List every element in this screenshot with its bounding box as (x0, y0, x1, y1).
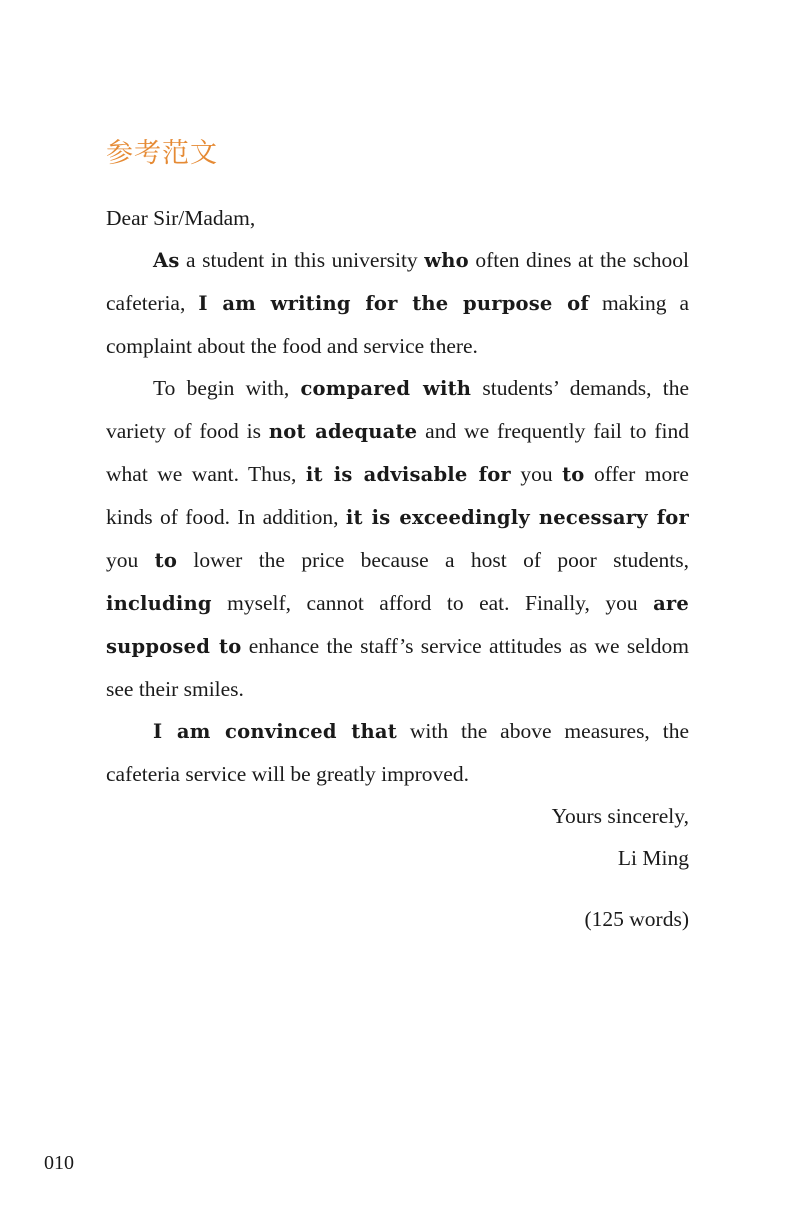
key-phrase: are supposed to (106, 592, 689, 658)
key-phrase: who (424, 249, 469, 272)
paragraph-3 (106, 710, 689, 795)
key-phrase: not adequate (268, 420, 418, 443)
sample-essay-heading: 参考范文 (106, 138, 218, 169)
paragraph-text: you (106, 548, 155, 572)
closing-phrase: Yours sincerely, (551, 804, 689, 828)
paragraph-2 (106, 367, 689, 710)
letter-body (106, 197, 689, 879)
key-phrase: I am writing for the purpose of (198, 292, 589, 315)
signature: Li Ming (617, 846, 689, 870)
key-phrase: to (562, 463, 585, 486)
salutation: Dear Sir/Madam, (106, 206, 256, 230)
closing-block (106, 795, 689, 879)
paragraph-text: To begin with, (153, 376, 301, 400)
key-phrase: to (154, 549, 178, 572)
paragraph-text: often dines at the school cafeteria, (106, 248, 689, 315)
key-phrase: As (153, 249, 180, 272)
paragraph-text: with the above measures, the cafeteria service will be greatly improved. (106, 719, 689, 786)
paragraph-text: a student in this university (179, 248, 425, 272)
key-phrase: compared with (300, 377, 472, 400)
key-phrase: it is advisable for (305, 463, 511, 486)
paragraph-text: offer more kinds of food. In addition, (106, 462, 689, 529)
paragraph-text: students’ demands, the variety of food is (106, 376, 689, 443)
paragraph-text: myself, cannot afford to eat. Finally, you (211, 591, 654, 615)
paragraph-text: making a complaint about the food and service there. (106, 291, 689, 358)
key-phrase: including (106, 592, 212, 615)
key-phrase: it is exceedingly necessary for (345, 506, 689, 529)
paragraph-text: enhance the staff’s service attitudes as we seldom see their smiles. (106, 634, 689, 701)
paragraph-text: you (510, 462, 563, 486)
paragraph-text: and we frequently fail to find what we want. Thus, (106, 419, 689, 486)
paragraph-text: lower the price because a host of poor students, (177, 548, 689, 572)
paragraph-1 (106, 239, 689, 367)
word-count: (125 words) (584, 907, 689, 931)
page-number: 010 (44, 1152, 74, 1174)
key-phrase: I am convinced that (153, 720, 397, 743)
